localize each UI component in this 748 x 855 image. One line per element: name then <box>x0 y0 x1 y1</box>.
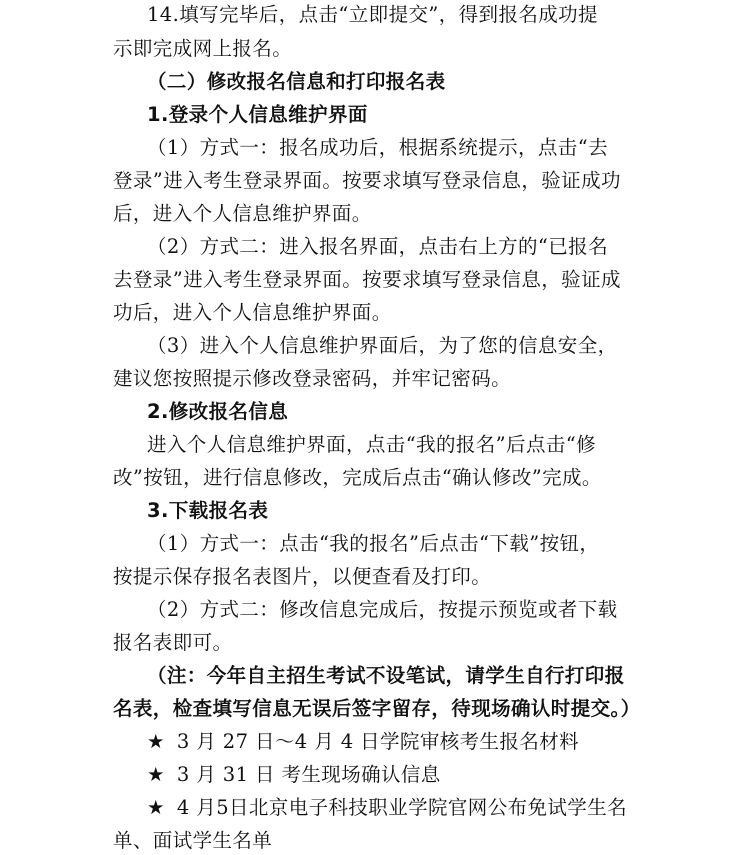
schedule-item-confirm <box>147 763 441 787</box>
login-step-3-line-1: （3）进入个人信息维护界面后，为了您的信息安全， <box>147 334 618 357</box>
star-bullet-icon: ★ <box>147 763 165 786</box>
login-method-2-line-2: 去登录”进入考生登录界面。按要求填写登录信息，验证成 <box>113 268 621 291</box>
schedule-publish-text: 4 月5日北京电子科技职业学院官网公布免试学生名 <box>176 796 628 819</box>
schedule-confirm-text: 3 月 31 日 考生现场确认信息 <box>176 763 441 786</box>
schedule-review-text: 3 月 27 日～4 月 4 日学院审核考生报名材料 <box>176 730 580 753</box>
download-method-1-line-1: （1）方式一：点击“我的报名”后点击“下载”按钮， <box>147 532 600 555</box>
subheading-login: 1.登录个人信息维护界面 <box>147 103 368 126</box>
login-method-2-line-1: （2）方式二：进入报名界面，点击右上方的“已报名 <box>147 235 608 258</box>
schedule-item-review <box>147 730 579 754</box>
subheading-modify: 2.修改报名信息 <box>147 400 289 423</box>
step-14-line-1: 14.填写完毕后，点击“立即提交”，得到报名成功提 <box>147 3 598 26</box>
download-method-1-line-2: 按提示保存报名表图片，以便查看及打印。 <box>113 565 492 588</box>
note-line-1: （注：今年自主招生考试不设笔试，请学生自行打印报 <box>147 664 625 687</box>
modify-line-1: 进入个人信息维护界面，点击“我的报名”后点击“修 <box>147 433 597 456</box>
login-method-1-line-3: 后，进入个人信息维护界面。 <box>113 202 372 225</box>
note-line-2: 名表，检查填写信息无误后签字留存，待现场确认时提交。） <box>113 697 641 720</box>
login-step-3-line-2: 建议您按照提示修改登录密码，并牢记密码。 <box>113 367 512 390</box>
step-14-line-2: 示即完成网上报名。 <box>113 37 293 60</box>
download-method-2-line-2: 报名表即可。 <box>113 631 233 654</box>
login-method-1-line-2: 登录”进入考生登录界面。按要求填写登录信息，验证成功 <box>113 169 621 192</box>
schedule-item-publish-line-2: 单、面试学生名单 <box>113 829 273 852</box>
subheading-download: 3.下载报名表 <box>147 499 269 522</box>
login-method-1-line-1: （1）方式一：报名成功后，根据系统提示，点击“去 <box>147 136 608 159</box>
login-method-2-line-3: 功后，进入个人信息维护界面。 <box>113 301 392 324</box>
schedule-item-publish-line-1 <box>147 796 627 820</box>
modify-line-2: 改”按钮，进行信息修改，完成后点击“确认修改”完成。 <box>113 466 602 489</box>
star-bullet-icon: ★ <box>147 730 165 753</box>
download-method-2-line-1: （2）方式二：修改信息完成后，按提示预览或者下载 <box>147 598 618 621</box>
star-bullet-icon: ★ <box>147 796 165 819</box>
section-heading-modify-print: （二）修改报名信息和打印报名表 <box>147 70 446 93</box>
